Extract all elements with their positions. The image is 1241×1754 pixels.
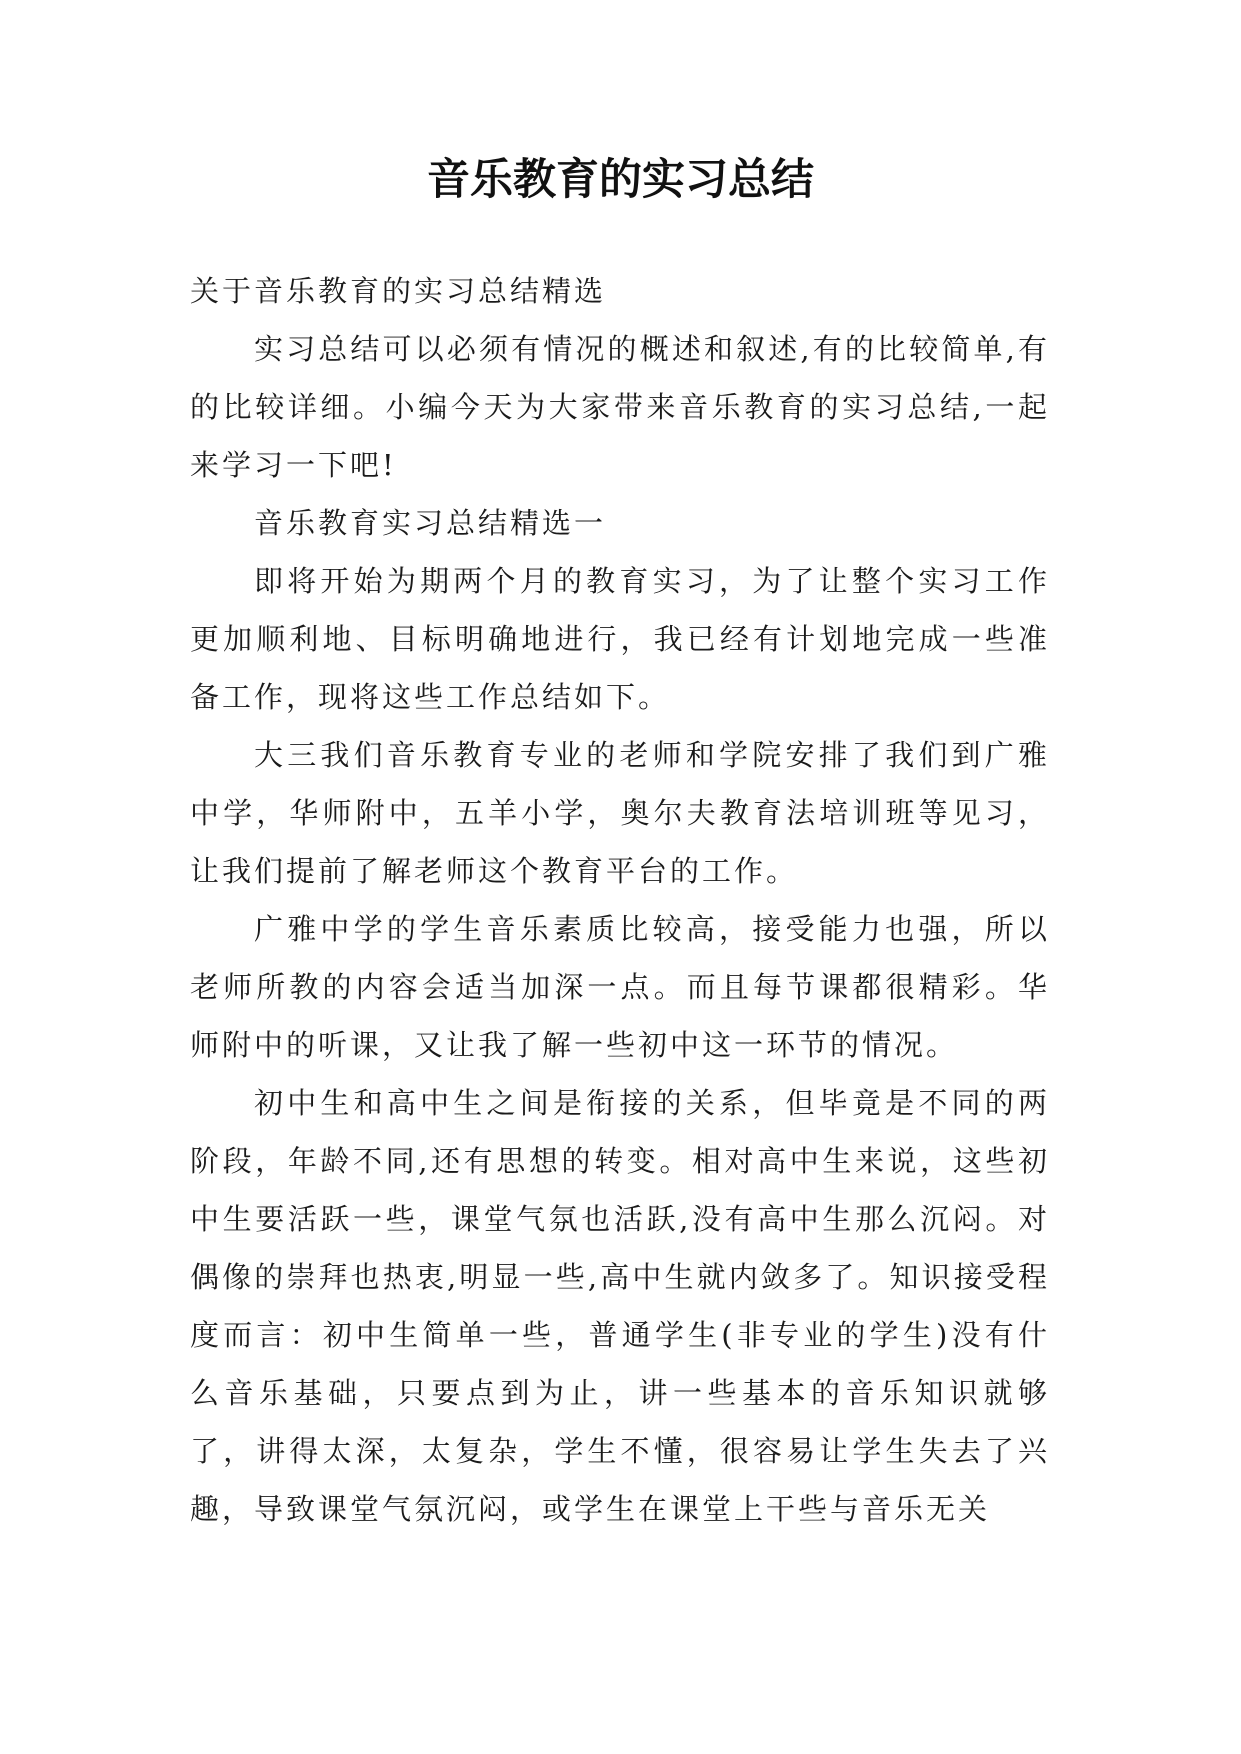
body-paragraph: 即将开始为期两个月的教育实习，为了让整个实习工作更加顺利地、目标明确地进行，我已经有计划地完成一些准备工作，现将这些工作总结如下。 [190,564,1050,714]
section-heading: 音乐教育实习总结精选一 [254,506,607,540]
body-paragraph: 初中生和高中生之间是衔接的关系，但毕竟是不同的两阶段，年龄不同,还有思想的转变。相对高中生来说，这些初中生要活跃一些，课堂气氛也活跃,没有高中生那么沉闷。对偶像的崇拜也热衷,明显一些,高中生就内敛多了。知识接受程度而言：初中生简单一些，普通学生(非专业的学生)没有什么音乐基础，只要点到为止，讲一些基本的音乐知识就够了，讲得太深，太复杂，学生不懂，很容易让学生失去了兴趣，导致课堂气氛沉闷，或学生在课堂上干些与音乐无关 [190,1086,1050,1526]
body-paragraph: 广雅中学的学生音乐素质比较高，接受能力也强，所以老师所教的内容会适当加深一点。而且每节课都很精彩。华师附中的听课，又让我了解一些初中这一环节的情况。 [190,912,1050,1062]
body-paragraph: 大三我们音乐教育专业的老师和学院安排了我们到广雅中学，华师附中，五羊小学，奥尔夫教育法培训班等见习，让我们提前了解老师这个教育平台的工作。 [190,738,1050,888]
intro-heading: 关于音乐教育的实习总结精选 [190,274,607,308]
intro-paragraph: 实习总结可以必须有情况的概述和叙述,有的比较简单,有的比较详细。小编今天为大家带来音乐教育的实习总结,一起来学习一下吧! [190,332,1050,482]
page-title: 音乐教育的实习总结 [427,155,814,205]
document-body [190,262,1050,1538]
